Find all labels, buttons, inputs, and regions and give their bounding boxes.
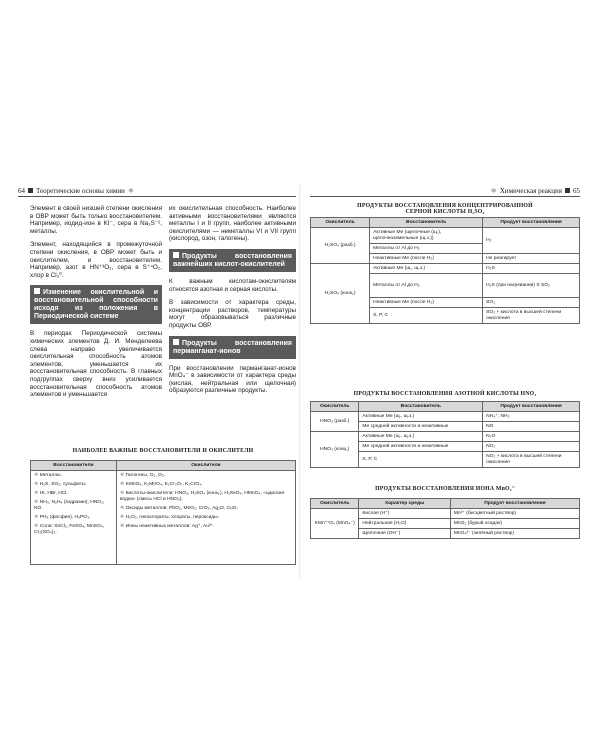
list-item: ⚛ Галогены, O₂, O₃. <box>119 472 166 478</box>
nitric-acid-table <box>310 401 580 468</box>
table-title-line: СЕРНОЙ КИСЛОТЫ H₂SO₄ <box>405 209 485 215</box>
table-cell: Металлы от Al до H₂ <box>370 274 483 298</box>
atom-icon: ⚛ <box>490 186 497 195</box>
left-running-header <box>18 185 296 197</box>
table-cell: Активные Ме (щ., щ.з.) <box>370 264 483 274</box>
left-column-1 <box>30 205 162 405</box>
nitric-table-title: ПРОДУКТЫ ВОССТАНОВЛЕНИЯ АЗОТНОЙ КИСЛОТЫ HNO₃ <box>353 391 537 397</box>
column-header: Восстановитель <box>370 218 483 228</box>
table-cell: Кислая (H⁺) <box>359 509 450 519</box>
column-header: Окислитель <box>311 402 359 412</box>
table-cell: Ме средней активности и неактивные <box>359 442 483 452</box>
section-heading-box <box>169 336 296 359</box>
section-heading-box <box>30 285 162 324</box>
book-spread <box>0 185 600 580</box>
column-header: Окислители <box>116 461 295 471</box>
white-square-icon <box>173 339 179 345</box>
column-header: Восстановитель <box>359 402 483 412</box>
oxidizer-cell: HNO₃ (конц.) <box>311 432 359 468</box>
list-item: ⚛ NH₃, N₂H₄ (гидразин), HNO₂, NO. <box>34 499 105 511</box>
column-header: Окислитель <box>311 218 370 228</box>
reducers-cell <box>31 471 117 565</box>
table-cell: H₂S <box>483 264 580 274</box>
table-cell: NO₂ + кислота в высшей степени окисления <box>483 452 580 468</box>
list-item: ⚛ Ионы неактивных металлов: Ag⁺, Au³⁺. <box>119 523 215 529</box>
paragraph: В периодах Периодической системы химических элементов Д. И. Менделеева слева направо увеличивается окислительная способность атомов элементов, уменьшается их восстановительная способность. В главных подгруппах сверху вниз усиливается восстановительная способность атомов элементов и уменьшается <box>30 330 162 399</box>
list-item: ⚛ KMnO₄, K₂MnO₄, K₂Cr₂O₇, K₂CrO₄. <box>119 481 203 487</box>
table-cell: H₂S (при нагревании) S SO₂ <box>483 274 580 298</box>
list-item: ⚛ Соли: SnCl₂, FeSO₄, MnSO₄, Cr₂(SO₄)₃. <box>34 523 105 535</box>
table-cell: SO₂ + кислота в высшей степени окисления <box>483 308 580 324</box>
table-cell: NO <box>483 422 580 432</box>
square-ornament-icon <box>565 188 570 193</box>
white-square-icon <box>173 252 179 258</box>
table-cell: MnO₂ (бурый осадок) <box>450 519 579 529</box>
atom-icon: ⚛ <box>127 186 135 195</box>
table-cell: Ме средней активности и неактивные <box>359 422 483 432</box>
paragraph: При восстановлении перманганат-ионов MnO₄⁻ в зависимости от характера среды (кислая, нейтральная или щелочная) образуются различные продукты. <box>169 364 296 395</box>
left-column-2 <box>169 205 296 401</box>
right-page-number: 65 <box>573 186 580 195</box>
column-header: Восстановители <box>31 461 117 471</box>
table-cell: Не реагирует <box>483 254 580 264</box>
paragraph: В зависимости от характера среды, концентрации растворов, температуры могут образовываться различные продукты ОВР. <box>169 299 296 329</box>
reducers-oxidizers-table <box>30 460 296 565</box>
table-cell: Активные Ме (щ., щ.з.) <box>359 412 483 422</box>
table-cell: Неактивные Ме (после H₂) <box>370 254 483 264</box>
list-item: ⚛ H₂O₂, гипохлориты, хлораты, пероксиды. <box>119 514 220 520</box>
section-heading-text: Продукты восстановления перманганат-ионов <box>173 339 292 355</box>
oxidizer-cell: H₂SO₄ (конц.) <box>311 264 370 324</box>
table-cell: Активные Ме (щелочные (щ.), щелочноземельные (щ.з.)) <box>370 228 483 244</box>
table-cell: Нейтральная (H₂O) <box>359 519 450 529</box>
table-cell: S, P, C <box>359 452 483 468</box>
table-cell: NO₂ <box>483 442 580 452</box>
oxidizer-cell: KMn⁺⁷O₄ (MnO₄⁻) <box>311 509 359 539</box>
list-item: ⚛ Оксиды металлов: PbO₂, MnO₂, CrO₃, Ag₂O, CuO. <box>119 505 238 511</box>
table-title: НАИБОЛЕЕ ВАЖНЫЕ ВОССТАНОВИТЕЛИ И ОКИСЛИТЕЛИ <box>72 448 254 454</box>
column-header: Продукт восстановления <box>483 218 580 228</box>
oxidizer-cell: HNO₃ (разб.) <box>311 412 359 432</box>
list-item: ⚛ PH₃ (фосфин), H₃PO₃. <box>34 514 91 520</box>
table-cell: Металлы от Al до H₂ <box>370 244 483 254</box>
square-ornament-icon <box>28 188 33 193</box>
oxidizer-cell: H₂SO₄ (разб.) <box>311 228 370 264</box>
list-item: ⚛ Металлы. <box>34 472 62 478</box>
section-heading-text: Продукты восстановления важнейших кислот-окислителей <box>173 252 292 268</box>
list-item: ⚛ Кислоты-окислители: HNO₃, H₂SO₄ (конц.), H₂SeO₄, HMnO₄, «царская водка» (смесь HCl и HNO₃). <box>119 490 285 502</box>
column-header: Окислитель <box>311 499 359 509</box>
column-header: Продукт восстановления <box>450 499 579 509</box>
oxidizers-cell <box>116 471 295 565</box>
table-title-line: ПРОДУКТЫ ВОССТАНОВЛЕНИЯ КОНЦЕНТРИРОВАННОЙ <box>357 203 533 209</box>
table-cell: Неактивные Ме (после H₂) <box>370 298 483 308</box>
paragraph: Элемент, находящийся в промежуточной степени окисления, в ОВР может быть и окислителем, и восстановителем. Например, азот в HN⁺³O₂, сера в S⁺⁴O₂, хлор в Cl₂⁰. <box>30 241 162 279</box>
sulfuric-table-title <box>310 203 580 215</box>
list-item: ⚛ HI, HBr, HCl. <box>34 490 68 496</box>
table-cell: MnO₄²⁻ (зелёный раствор) <box>450 529 579 539</box>
sulfuric-acid-table <box>310 217 580 324</box>
right-running-title: Химическая реакция <box>499 186 562 195</box>
table-cell: Щелочная (OH⁻) <box>359 529 450 539</box>
permanganate-table-title: ПРОДУКТЫ ВОССТАНОВЛЕНИЯ ИОНА MnO₄⁻ <box>375 486 515 492</box>
reducers-oxidizers-table-block <box>30 448 296 565</box>
paragraph: их окислительная способность. Наиболее активными восстановителями являются металлы I и II групп, наиболее активными окислителями — неметаллы VI и VII групп (кислород, озон, галогены). <box>169 205 296 243</box>
table-cell: Активные Ме (щ., щ.з.) <box>359 432 483 442</box>
right-running-header <box>310 185 580 197</box>
section-heading-text: Изменение окислительной и восстановительной способности исходя из положения в Периодической системе <box>34 289 158 321</box>
left-page-number: 64 <box>18 186 25 195</box>
column-header: Продукт восстановления <box>483 402 580 412</box>
right-page <box>310 185 580 580</box>
table-cell: S, P, C <box>370 308 483 324</box>
section-heading-box <box>169 249 296 272</box>
white-square-icon <box>34 288 40 294</box>
left-running-title: Теоретические основы химии <box>36 186 125 195</box>
paragraph: К важным кислотам-окислителям относятся азотная и серная кислоты. <box>169 277 296 293</box>
permanganate-table <box>310 498 580 539</box>
table-cell: Mn²⁺ (бесцветный раствор) <box>450 509 579 519</box>
table-cell: H₂ <box>483 228 580 254</box>
column-header: Характер среды <box>359 499 450 509</box>
paragraph: Элемент в своей низшей степени окисления в ОВР может быть только восстановителем. Например, иодид-ион в KI⁻, сера в Na₂S⁻², металлы. <box>30 205 162 235</box>
table-cell: SO₂ <box>483 298 580 308</box>
table-cell: NH₄⁺, NH₃ <box>483 412 580 422</box>
list-item: ⚛ H₂S, SO₂, сульфиты. <box>34 481 87 487</box>
table-cell: N₂O <box>483 432 580 442</box>
left-page <box>18 185 296 580</box>
